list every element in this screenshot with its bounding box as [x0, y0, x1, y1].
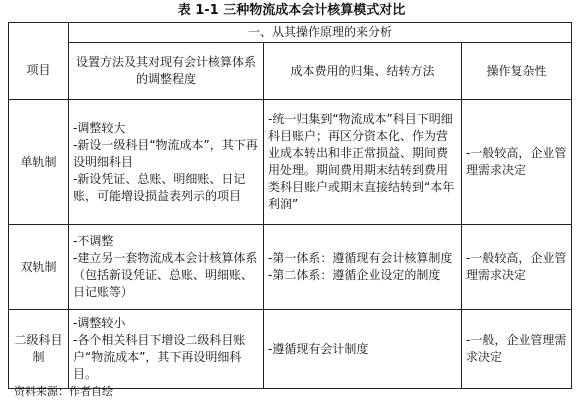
setup-cell — [69, 225, 264, 310]
table-row — [9, 100, 572, 225]
setup-line: -调整较小 — [73, 316, 126, 330]
row-label: 单轨制 — [9, 100, 69, 225]
complexity-cell — [462, 225, 572, 310]
setup-line: -调整较大 — [73, 120, 126, 135]
setup-cell — [69, 310, 264, 389]
column-header-item: 项目 — [9, 43, 69, 100]
setup-line: -新设一级科目“物流成本”，其下再设明细科目 — [73, 137, 258, 169]
complexity-line: -一般较高，企业管理需求决定 — [466, 146, 567, 177]
table-row — [9, 225, 572, 310]
column-header-complexity: 操作复杂性 — [462, 43, 572, 100]
setup-line: -新设凭证、总账、明细账、日记账，可能增设损益表列示的项目 — [73, 171, 246, 203]
method-line: -统一归集到“物流成本”科目下明细科目账户；再区分资本化、作为营业成本转出和非正常损益、期间费用处理。期间费用期末结转到费用类科目账户或期末直接结转到“本年利润” — [268, 112, 455, 211]
table-row — [9, 310, 572, 389]
complexity-line: -一般，企业管理需求决定 — [466, 333, 567, 364]
complexity-line: -一般较高，企业管理需求决定 — [466, 251, 567, 282]
row-label: 双轨制 — [9, 225, 69, 310]
method-line: -遵循现有会计制度 — [268, 341, 369, 356]
method-line: -第二体系：遵循企业设定的制度 — [268, 268, 441, 282]
group-header: 一、从其操作原理的来分析 — [69, 23, 572, 43]
setup-line: -各个相关科目下增设二级科目账户“物流成本”，其下再设明细科目。 — [73, 333, 246, 381]
corner-cell — [9, 23, 69, 43]
complexity-cell — [462, 310, 572, 389]
method-cell — [264, 225, 462, 310]
setup-line: -建立另一套物流成本会计核算体系（包括新设凭证、总账、明细账、日记账等） — [73, 251, 258, 299]
row-label: 二级科目制 — [9, 310, 69, 389]
setup-cell — [69, 100, 264, 225]
method-cell — [264, 310, 462, 389]
comparison-table — [8, 22, 572, 389]
table-title: 表 1-1 三种物流成本会计核算模式对比 — [177, 3, 406, 18]
source-note: 资料来源：作者自绘 — [14, 385, 113, 398]
method-cell — [264, 100, 462, 225]
complexity-cell — [462, 100, 572, 225]
column-header-method: 成本费用的归集、结转方法 — [264, 43, 462, 100]
setup-line: -不调整 — [73, 234, 114, 248]
column-header-setup: 设置方法及其对现有会计核算体系的调整程度 — [69, 43, 264, 100]
method-line: -第一体系：遵循现有会计核算制度 — [268, 251, 453, 265]
